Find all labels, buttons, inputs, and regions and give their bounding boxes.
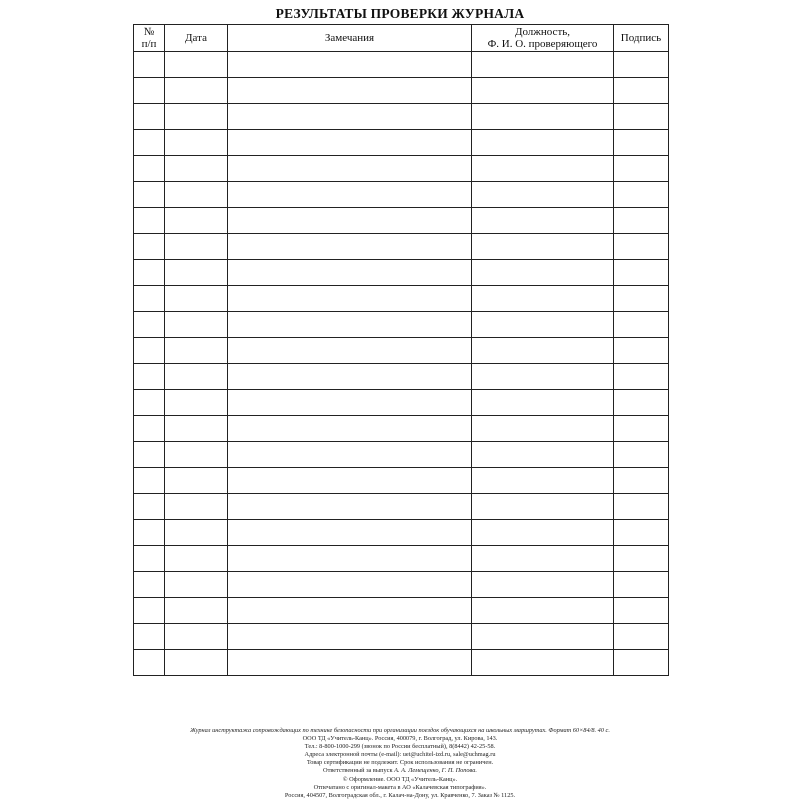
remarks-cell bbox=[228, 468, 472, 494]
imprint-responsible bbox=[0, 767, 800, 775]
remarks-cell bbox=[228, 78, 472, 104]
inspector-cell bbox=[472, 156, 614, 182]
date-cell bbox=[165, 130, 228, 156]
date-cell bbox=[165, 52, 228, 78]
inspection-results-table bbox=[133, 24, 669, 676]
column-header-remarks bbox=[228, 25, 472, 52]
inspector-cell bbox=[472, 130, 614, 156]
inspector-cell bbox=[472, 546, 614, 572]
column-header-signature bbox=[614, 25, 669, 52]
signature-cell bbox=[614, 468, 669, 494]
remarks-cell bbox=[228, 312, 472, 338]
inspector-cell bbox=[472, 312, 614, 338]
table-row bbox=[134, 468, 669, 494]
signature-cell bbox=[614, 520, 669, 546]
page-title: РЕЗУЛЬТАТЫ ПРОВЕРКИ ЖУРНАЛА bbox=[275, 6, 525, 21]
date-cell bbox=[165, 156, 228, 182]
table-row bbox=[134, 442, 669, 468]
number-cell bbox=[134, 650, 165, 676]
column-header-inspector-line2: Ф. И. О. проверяющего bbox=[487, 38, 598, 50]
column-header-number-line1: № bbox=[143, 26, 155, 38]
number-cell bbox=[134, 338, 165, 364]
date-cell bbox=[165, 182, 228, 208]
remarks-cell bbox=[228, 130, 472, 156]
table-row bbox=[134, 338, 669, 364]
remarks-cell bbox=[228, 208, 472, 234]
signature-cell bbox=[614, 208, 669, 234]
imprint-printed-by: Отпечатано с оригинал-макета в АО «Калачевская типография». bbox=[313, 783, 487, 791]
date-cell bbox=[165, 494, 228, 520]
imprint-printer-address: Россия, 404507, Волгоградская обл., г. Калач-на-Дону, ул. Кравченко, 7. Заказ № 1125. bbox=[284, 791, 516, 799]
column-header-remarks-label: Замечания bbox=[324, 32, 375, 44]
table-row bbox=[134, 260, 669, 286]
inspector-cell bbox=[472, 234, 614, 260]
inspector-cell bbox=[472, 260, 614, 286]
inspector-cell bbox=[472, 494, 614, 520]
signature-cell bbox=[614, 78, 669, 104]
signature-cell bbox=[614, 130, 669, 156]
column-header-number bbox=[134, 25, 165, 52]
inspector-cell bbox=[472, 338, 614, 364]
date-cell bbox=[165, 338, 228, 364]
table-row bbox=[134, 624, 669, 650]
remarks-cell bbox=[228, 156, 472, 182]
signature-cell bbox=[614, 624, 669, 650]
remarks-cell bbox=[228, 364, 472, 390]
table-row bbox=[134, 494, 669, 520]
imprint-responsible-names: А. А. Лемещенко, Г. П. Попова. bbox=[394, 767, 477, 775]
signature-cell bbox=[614, 234, 669, 260]
number-cell bbox=[134, 260, 165, 286]
date-cell bbox=[165, 78, 228, 104]
remarks-cell bbox=[228, 234, 472, 260]
signature-cell bbox=[614, 182, 669, 208]
number-cell bbox=[134, 520, 165, 546]
column-header-date bbox=[165, 25, 228, 52]
inspector-cell bbox=[472, 104, 614, 130]
signature-cell bbox=[614, 312, 669, 338]
remarks-cell bbox=[228, 260, 472, 286]
signature-cell bbox=[614, 416, 669, 442]
date-cell bbox=[165, 208, 228, 234]
remarks-cell bbox=[228, 598, 472, 624]
signature-cell bbox=[614, 338, 669, 364]
signature-cell bbox=[614, 52, 669, 78]
date-cell bbox=[165, 572, 228, 598]
number-cell bbox=[134, 546, 165, 572]
remarks-cell bbox=[228, 572, 472, 598]
date-cell bbox=[165, 650, 228, 676]
remarks-cell bbox=[228, 286, 472, 312]
remarks-cell bbox=[228, 390, 472, 416]
inspector-cell bbox=[472, 52, 614, 78]
table-row bbox=[134, 156, 669, 182]
column-header-inspector-line1: Должность, bbox=[514, 26, 571, 38]
inspector-cell bbox=[472, 624, 614, 650]
imprint-phone: Тел.: 8-800-1000-299 (звонок по России бесплатный), 8(8442) 42-25-58. bbox=[304, 743, 496, 751]
imprint-design: © Оформление. ООО ТД «Учитель-Канц». bbox=[342, 775, 458, 783]
column-header-signature-label: Подпись bbox=[620, 32, 662, 44]
remarks-cell bbox=[228, 182, 472, 208]
date-cell bbox=[165, 468, 228, 494]
remarks-cell bbox=[228, 442, 472, 468]
number-cell bbox=[134, 312, 165, 338]
number-cell bbox=[134, 286, 165, 312]
table-row bbox=[134, 104, 669, 130]
number-cell bbox=[134, 416, 165, 442]
column-header-date-label: Дата bbox=[185, 32, 207, 44]
remarks-cell bbox=[228, 650, 472, 676]
table-row bbox=[134, 52, 669, 78]
column-header-inspector bbox=[472, 25, 614, 52]
table-row bbox=[134, 598, 669, 624]
inspector-cell bbox=[472, 442, 614, 468]
inspector-cell bbox=[472, 416, 614, 442]
remarks-cell bbox=[228, 520, 472, 546]
signature-cell bbox=[614, 364, 669, 390]
date-cell bbox=[165, 546, 228, 572]
number-cell bbox=[134, 130, 165, 156]
table-row bbox=[134, 312, 669, 338]
date-cell bbox=[165, 442, 228, 468]
table-row bbox=[134, 78, 669, 104]
imprint-description: Журнал инструктажа сопровождающих по технике безопасности при организации поездок обучающихся на школьных маршрутах. Формат 60×84/8. 40 с. bbox=[190, 727, 610, 734]
number-cell bbox=[134, 208, 165, 234]
inspector-cell bbox=[472, 650, 614, 676]
date-cell bbox=[165, 260, 228, 286]
inspector-cell bbox=[472, 468, 614, 494]
table-body bbox=[134, 52, 669, 676]
number-cell bbox=[134, 364, 165, 390]
inspector-cell bbox=[472, 520, 614, 546]
signature-cell bbox=[614, 260, 669, 286]
table-row bbox=[134, 182, 669, 208]
remarks-cell bbox=[228, 52, 472, 78]
table-row bbox=[134, 234, 669, 260]
table-row bbox=[134, 208, 669, 234]
date-cell bbox=[165, 312, 228, 338]
table-row bbox=[134, 364, 669, 390]
remarks-cell bbox=[228, 338, 472, 364]
imprint-certification: Товар сертификации не подлежит. Срок использования не ограничен. bbox=[306, 759, 494, 767]
date-cell bbox=[165, 624, 228, 650]
imprint-responsible-prefix: Ответственный за выпуск bbox=[323, 767, 393, 775]
number-cell bbox=[134, 104, 165, 130]
table-row bbox=[134, 520, 669, 546]
inspector-cell bbox=[472, 286, 614, 312]
remarks-cell bbox=[228, 494, 472, 520]
number-cell bbox=[134, 390, 165, 416]
table-row bbox=[134, 416, 669, 442]
date-cell bbox=[165, 364, 228, 390]
inspector-cell bbox=[472, 78, 614, 104]
signature-cell bbox=[614, 598, 669, 624]
imprint-publisher: ООО ТД «Учитель-Канц». Россия, 400079, г. Волгоград, ул. Кирова, 143. bbox=[302, 735, 498, 743]
date-cell bbox=[165, 390, 228, 416]
number-cell bbox=[134, 234, 165, 260]
number-cell bbox=[134, 598, 165, 624]
date-cell bbox=[165, 520, 228, 546]
inspector-cell bbox=[472, 572, 614, 598]
table-row bbox=[134, 650, 669, 676]
number-cell bbox=[134, 442, 165, 468]
signature-cell bbox=[614, 442, 669, 468]
number-cell bbox=[134, 78, 165, 104]
signature-cell bbox=[614, 104, 669, 130]
table-row bbox=[134, 572, 669, 598]
remarks-cell bbox=[228, 546, 472, 572]
inspector-cell bbox=[472, 390, 614, 416]
table-row bbox=[134, 130, 669, 156]
signature-cell bbox=[614, 286, 669, 312]
number-cell bbox=[134, 494, 165, 520]
number-cell bbox=[134, 182, 165, 208]
table-row bbox=[134, 390, 669, 416]
table-header-row bbox=[134, 25, 669, 52]
date-cell bbox=[165, 598, 228, 624]
remarks-cell bbox=[228, 624, 472, 650]
inspector-cell bbox=[472, 364, 614, 390]
imprint-footer bbox=[0, 727, 800, 800]
number-cell bbox=[134, 572, 165, 598]
signature-cell bbox=[614, 156, 669, 182]
number-cell bbox=[134, 156, 165, 182]
inspector-cell bbox=[472, 182, 614, 208]
table-row bbox=[134, 546, 669, 572]
signature-cell bbox=[614, 494, 669, 520]
number-cell bbox=[134, 624, 165, 650]
column-header-number-line2: п/п bbox=[141, 38, 157, 50]
date-cell bbox=[165, 416, 228, 442]
signature-cell bbox=[614, 650, 669, 676]
date-cell bbox=[165, 104, 228, 130]
table-row bbox=[134, 286, 669, 312]
date-cell bbox=[165, 286, 228, 312]
signature-cell bbox=[614, 572, 669, 598]
date-cell bbox=[165, 234, 228, 260]
number-cell bbox=[134, 52, 165, 78]
number-cell bbox=[134, 468, 165, 494]
imprint-email: Адреса электронной почты (e-mail): uet@uchitel-izd.ru, sale@uchmag.ru bbox=[304, 751, 496, 759]
signature-cell bbox=[614, 546, 669, 572]
inspector-cell bbox=[472, 598, 614, 624]
remarks-cell bbox=[228, 416, 472, 442]
signature-cell bbox=[614, 390, 669, 416]
inspector-cell bbox=[472, 208, 614, 234]
remarks-cell bbox=[228, 104, 472, 130]
